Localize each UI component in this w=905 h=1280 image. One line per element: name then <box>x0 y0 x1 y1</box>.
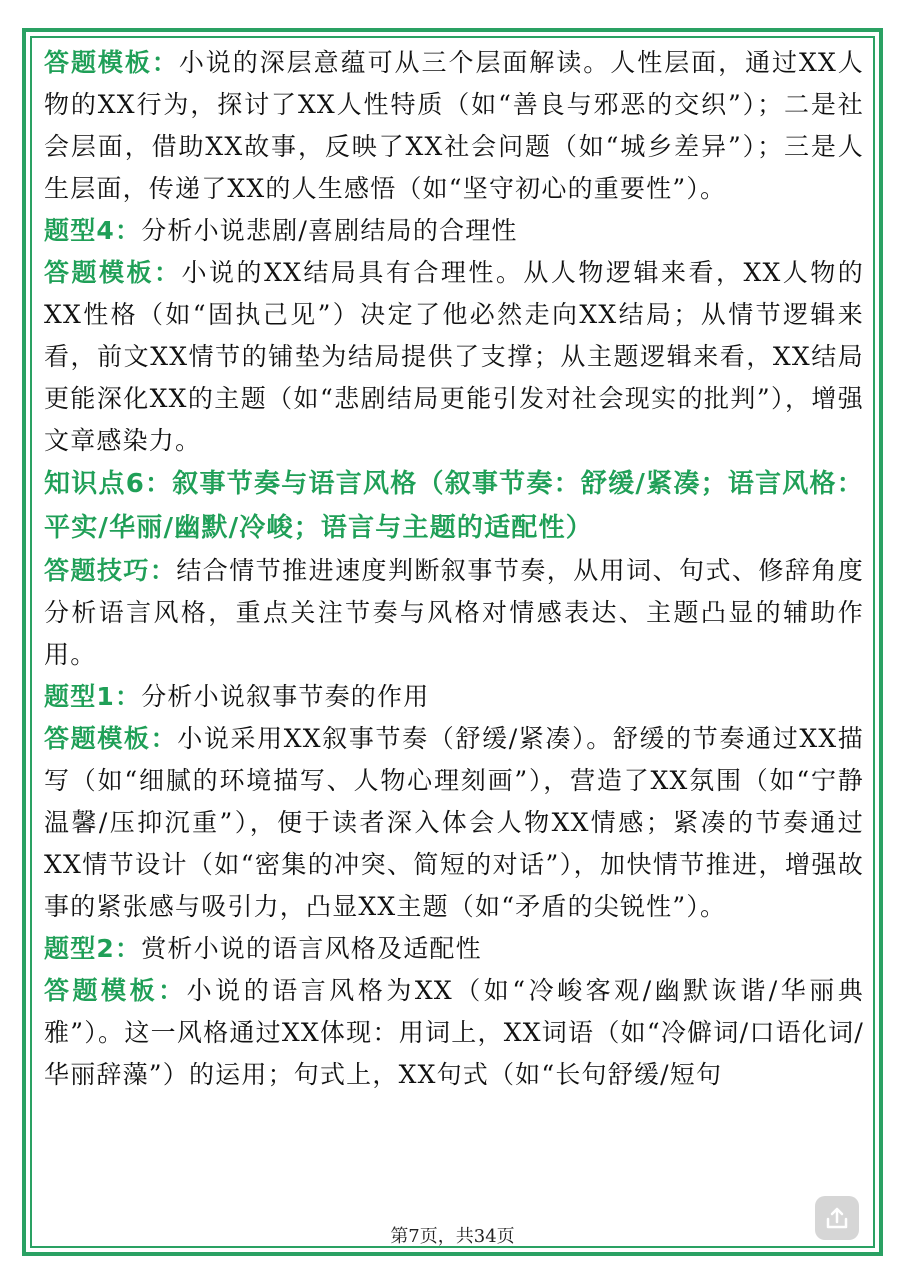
paragraph-question-type-1 <box>44 676 864 718</box>
para-text: 小说的语言风格为XX（如“冷峻客观/幽默诙谐/华丽典雅”）。这一风格通过XX体现：用词上，XX词语（如“冷僻词/口语化词/华丽辞藻”）的运用；句式上，XX句式（如“长句舒缓/短句 <box>44 976 864 1089</box>
para-label: 题型1： <box>44 682 142 711</box>
para-label: 题型2： <box>44 934 142 963</box>
para-label: 答题模板： <box>44 48 179 77</box>
paragraph-template-4 <box>44 970 864 1096</box>
document-content <box>44 42 864 1096</box>
paragraph-template-2 <box>44 252 864 462</box>
paragraph-template-1 <box>44 42 864 210</box>
para-text: 小说的深层意蕴可从三个层面解读。人性层面，通过XX人物的XX行为，探讨了XX人性特质（如“善良与邪恶的交织”）；二是社会层面，借助XX故事，反映了XX社会问题（如“城乡差异”）；三是人生层面，传递了XX的人生感悟（如“坚守初心的重要性”）。 <box>44 48 864 203</box>
para-text: 分析小说叙事节奏的作用 <box>141 682 430 711</box>
para-label: 答题技巧： <box>44 556 177 585</box>
share-icon <box>824 1205 850 1231</box>
para-text: 小说采用XX叙事节奏（舒缓/紧凑）。舒缓的节奏通过XX描写（如“细腻的环境描写、人物心理刻画”），营造了XX氛围（如“宁静温馨/压抑沉重”），便于读者深入体会人物XX情感；紧凑的节奏通过XX情节设计（如“密集的冲突、简短的对话”），加快情节推进，增强故事的紧张感与吸引力，凸显XX主题（如“矛盾的尖锐性”）。 <box>44 724 864 921</box>
paragraph-question-type-4 <box>44 210 864 252</box>
para-label: 答题模板： <box>44 976 187 1005</box>
section-heading-knowledge-6: 知识点6：叙事节奏与语言风格（叙事节奏：舒缓/紧凑；语言风格：平实/华丽/幽默/冷峻；语言与主题的适配性） <box>44 469 864 543</box>
para-label: 答题模板： <box>44 724 178 753</box>
paragraph-technique <box>44 550 864 676</box>
para-text: 赏析小说的语言风格及适配性 <box>141 934 482 963</box>
paragraph-question-type-2 <box>44 928 864 970</box>
para-label: 答题模板： <box>44 258 182 287</box>
para-text: 分析小说悲剧/喜剧结局的合理性 <box>141 216 518 245</box>
share-button[interactable] <box>815 1196 859 1240</box>
para-text: 小说的XX结局具有合理性。从人物逻辑来看，XX人物的XX性格（如“固执己见”）决定了他必然走向XX结局；从情节逻辑来看，前文XX情节的铺垫为结局提供了支撑；从主题逻辑来看，XX结局更能深化XX的主题（如“悲剧结局更能引发对社会现实的批判”），增强文章感染力。 <box>44 258 864 455</box>
para-text: 结合情节推进速度判断叙事节奏，从用词、句式、修辞角度分析语言风格，重点关注节奏与风格对情感表达、主题凸显的辅助作用。 <box>44 556 864 669</box>
page-indicator: 第7页，共34页 <box>390 1226 515 1247</box>
paragraph-template-3 <box>44 718 864 928</box>
para-label: 题型4： <box>44 216 142 245</box>
